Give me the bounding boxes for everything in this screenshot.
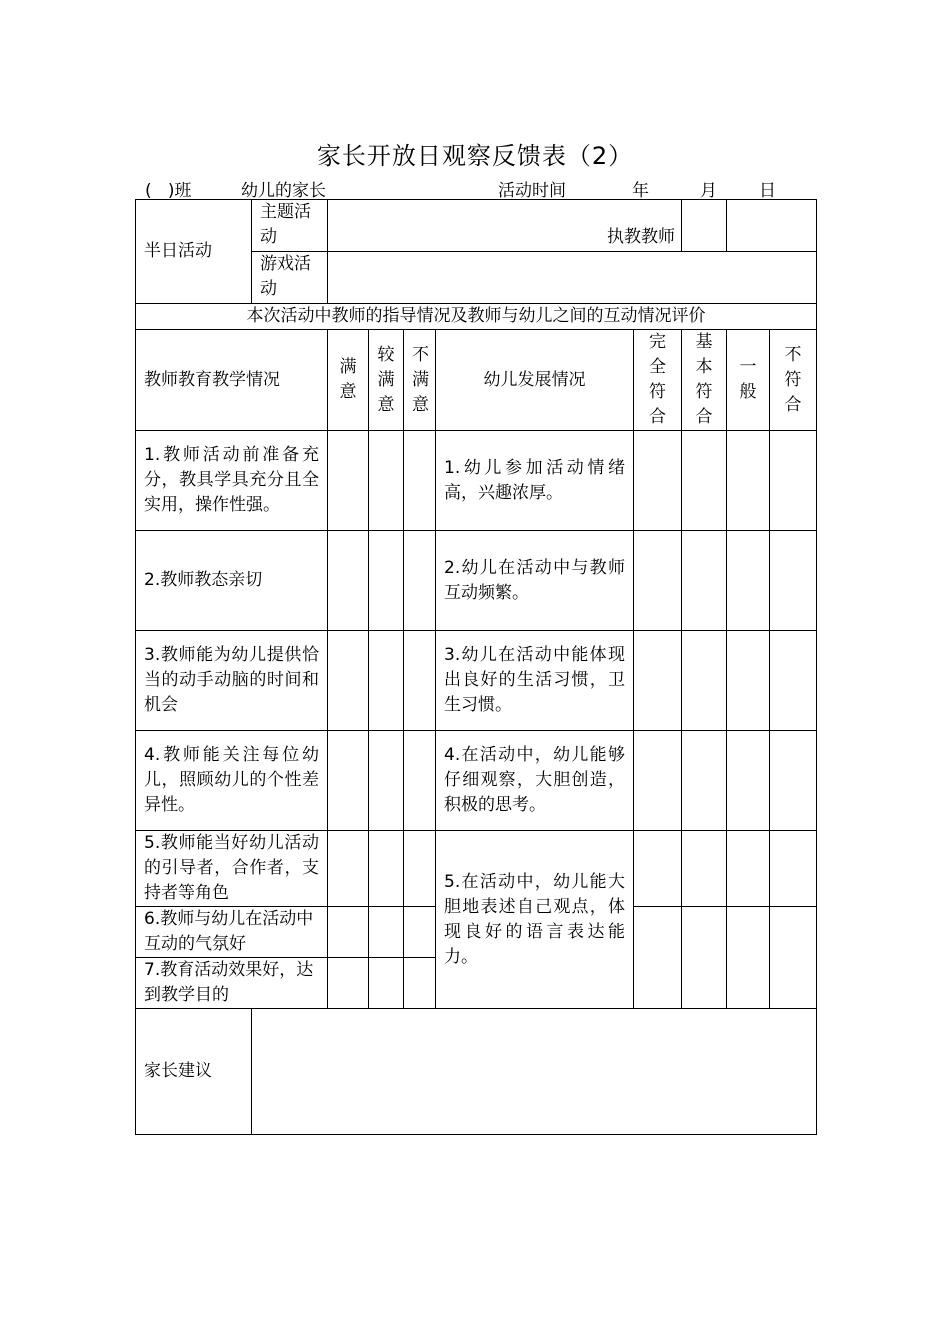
rating-header-not-meet: 不符合	[770, 330, 817, 431]
rating-cell[interactable]	[682, 631, 727, 731]
rating-cell[interactable]	[369, 731, 404, 831]
rating-cell[interactable]	[727, 731, 770, 831]
child-item: 3.幼儿在活动中能体现出良好的生活习惯，卫生习惯。	[436, 631, 634, 731]
rating-cell[interactable]	[369, 531, 404, 631]
teacher-item: 2.教师教态亲切	[136, 531, 328, 631]
rating-cell[interactable]	[404, 431, 436, 531]
activity-time-label: 活动时间	[498, 181, 566, 201]
page-title: 家长开放日观察反馈表（2）	[316, 142, 634, 170]
rating-cell[interactable]	[404, 907, 436, 958]
rating-cell[interactable]	[682, 531, 727, 631]
rating-cell[interactable]	[770, 531, 817, 631]
year-label: 年	[632, 181, 649, 201]
theme-activity-label: 主题活动	[252, 200, 328, 252]
rating-cell[interactable]	[369, 907, 404, 958]
child-item: 4.在活动中，幼儿能够仔细观察，大胆创造，积极的思考。	[436, 731, 634, 831]
rating-cell[interactable]	[404, 731, 436, 831]
teacher-item: 1.教师活动前准备充分，教具学具充分且全实用，操作性强。	[136, 431, 328, 531]
rating-cell[interactable]	[328, 831, 369, 907]
rating-cell[interactable]	[727, 531, 770, 631]
rating-cell[interactable]	[770, 831, 817, 907]
rating-cell[interactable]	[634, 731, 682, 831]
rating-cell[interactable]	[682, 831, 727, 907]
teacher-extra-field[interactable]	[727, 200, 817, 252]
child-item: 2.幼儿在活动中与教师互动频繁。	[436, 531, 634, 631]
rating-cell[interactable]	[404, 631, 436, 731]
rating-cell[interactable]	[328, 958, 369, 1009]
rating-cell[interactable]	[770, 431, 817, 531]
rating-cell[interactable]	[682, 731, 727, 831]
parent-label: 幼儿的家长	[241, 181, 326, 201]
parent-suggestion-label: 家长建议	[136, 1009, 252, 1135]
rating-cell[interactable]	[328, 531, 369, 631]
rating-cell[interactable]	[634, 531, 682, 631]
rating-cell[interactable]	[328, 731, 369, 831]
rating-cell[interactable]	[682, 907, 727, 1009]
day-blank[interactable]	[720, 181, 758, 200]
game-activity-label: 游戏活动	[252, 252, 328, 304]
rating-header-unsatisfied: 不满意	[404, 330, 436, 431]
rating-cell[interactable]	[328, 907, 369, 958]
feedback-table	[135, 199, 817, 1135]
parent-suggestion-field[interactable]	[252, 1009, 817, 1135]
rating-cell[interactable]	[634, 631, 682, 731]
teacher-item: 7.教育活动效果好，达到教学目的	[136, 958, 328, 1009]
teacher-label: 执教教师	[607, 227, 676, 247]
rating-cell[interactable]	[369, 431, 404, 531]
year-blank[interactable]	[576, 181, 630, 200]
child-development-header: 幼儿发展情况	[436, 330, 634, 431]
rating-cell[interactable]	[328, 431, 369, 531]
child-item: 5.在活动中，幼儿能大胆地表述自己观点，体现良好的语言表达能力。	[436, 831, 634, 1009]
class-label: ( )班	[145, 181, 192, 201]
section-title: 本次活动中教师的指导情况及教师与幼儿之间的互动情况评价	[136, 304, 817, 330]
rating-cell[interactable]	[727, 631, 770, 731]
teacher-item: 4.教师能关注每位幼儿，照顾幼儿的个性差异性。	[136, 731, 328, 831]
teacher-criteria-header: 教师教育教学情况	[136, 330, 328, 431]
rating-cell[interactable]	[404, 831, 436, 907]
theme-activity-field[interactable]	[328, 200, 682, 252]
rating-cell[interactable]	[634, 431, 682, 531]
rating-cell[interactable]	[328, 631, 369, 731]
rating-cell[interactable]	[727, 831, 770, 907]
rating-cell[interactable]	[770, 631, 817, 731]
rating-header-fairly-satisfied: 较满意	[369, 330, 404, 431]
rating-header-satisfied: 满意	[328, 330, 369, 431]
teacher-item: 3.教师能为幼儿提供恰当的动手动脑的时间和机会	[136, 631, 328, 731]
teacher-name-field[interactable]	[682, 200, 727, 252]
rating-cell[interactable]	[727, 907, 770, 1009]
rating-cell[interactable]	[369, 958, 404, 1009]
rating-cell[interactable]	[634, 907, 682, 1009]
rating-header-fully-meets: 完全符合	[634, 330, 682, 431]
half-day-activity-label: 半日活动	[136, 200, 252, 304]
rating-header-average: 一般	[727, 330, 770, 431]
rating-cell[interactable]	[634, 831, 682, 907]
rating-header-basically-meets: 基本符合	[682, 330, 727, 431]
month-label: 月	[700, 181, 717, 201]
rating-cell[interactable]	[727, 431, 770, 531]
rating-cell[interactable]	[404, 958, 436, 1009]
teacher-item: 5.教师能当好幼儿活动的引导者，合作者，支持者等角色	[136, 831, 328, 907]
teacher-item: 6.教师与幼儿在活动中互动的气氛好	[136, 907, 328, 958]
rating-cell[interactable]	[404, 531, 436, 631]
child-item: 1.幼儿参加活动情绪高，兴趣浓厚。	[436, 431, 634, 531]
game-activity-field[interactable]	[328, 252, 817, 304]
rating-cell[interactable]	[369, 831, 404, 907]
rating-cell[interactable]	[770, 731, 817, 831]
day-label: 日	[759, 181, 776, 201]
rating-cell[interactable]	[369, 631, 404, 731]
month-blank[interactable]	[652, 181, 698, 200]
rating-cell[interactable]	[682, 431, 727, 531]
rating-cell[interactable]	[770, 907, 817, 1009]
